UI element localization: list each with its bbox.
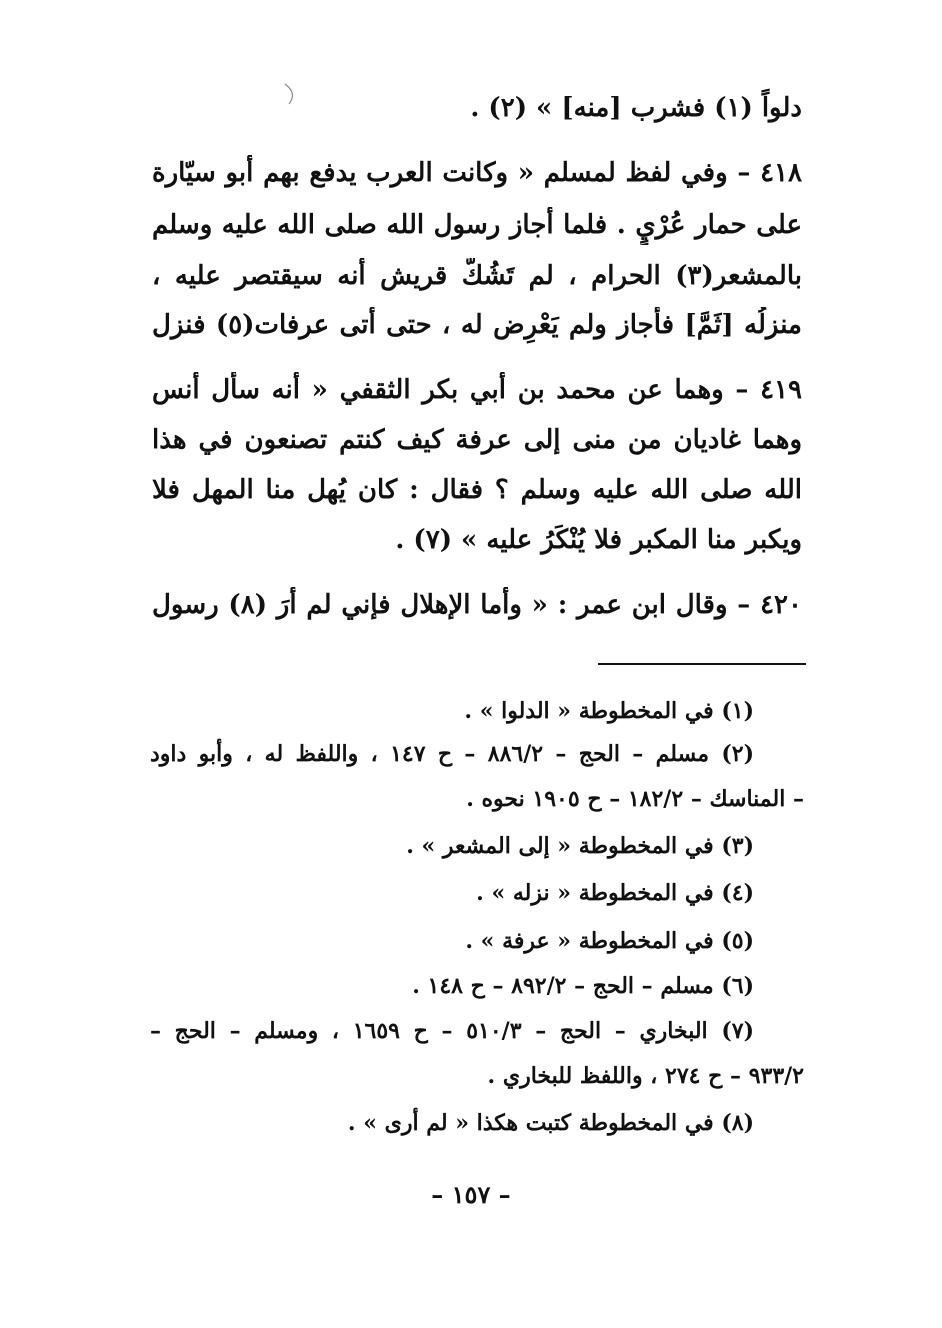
text-line: منزلُه [ثَمَّ] فأجاز ولم يَعْرِض له ، حتى أتى عرفات(٥) فنزل — [152, 310, 802, 340]
footnote-line: ٩٣٣/٢ – ح ٢٧٤ ، واللفظ للبخاري . — [487, 1063, 804, 1089]
footnote-line: (٥) في المخطوطة « عرفة » . — [465, 928, 754, 954]
text-line: بالمشعر(٣) الحرام ، لم تَشُكَّ قريش أنه سيقتصر عليه ، — [152, 261, 802, 291]
footnote-line: (٧) البخاري – الحج – ٥١٠/٣ – ح ١٦٥٩ ، ومسلم – الحج – — [150, 1018, 754, 1044]
text-line: وهما غاديان من منى إلى عرفة كيف كنتم تصنعون في هذا — [152, 425, 802, 455]
footnote-line: (٤) في المخطوطة « نزله » . — [476, 880, 754, 906]
text-line: دلواً (١) فشرب [منه] » (٢) . — [470, 93, 802, 123]
footnote-line: (٣) في المخطوطة « إلى المشعر » . — [406, 833, 754, 859]
stray-mark — [283, 82, 297, 106]
footnote-line: (١) في المخطوطة « الدلوا » . — [464, 698, 754, 724]
text-line: الله صلى الله عليه وسلم ؟ فقال : كان يُهل منا المهل فلا — [152, 475, 802, 505]
text-line: ويكبر منا المكبر فلا يُنْكَرُ عليه » (٧) . — [395, 525, 802, 555]
footnote-line: – المناسك – ١٨٢/٢ – ح ١٩٠٥ نحوه . — [466, 786, 804, 812]
text-line: ٤١٨ – وفي لفظ لمسلم « وكانت العرب يدفع بهم أبو سيّارة — [152, 158, 802, 188]
footnote-line: (٨) في المخطوطة كتبت هكذا « لم أرى » . — [347, 1110, 754, 1136]
footnote-line: (٦) مسلم – الحج – ٨٩٢/٢ – ح ١٤٨ . — [412, 973, 754, 999]
text-line: على حمار عُرْيٍ . فلما أجاز رسول الله صلى الله عليه وسلم — [152, 210, 802, 240]
text-line: ٤١٩ – وهما عن محمد بن أبي بكر الثقفي « أنه سأل أنس — [152, 375, 802, 405]
page-number: – ١٥٧ – — [431, 1180, 511, 1209]
text-line: ٤٢٠ – وقال ابن عمر : « وأما الإهلال فإني لم أرَ (٨) رسول — [152, 590, 802, 620]
footnote-line: (٢) مسلم – الحج – ٨٨٦/٢ – ح ١٤٧ ، واللفظ له ، وأبو داود — [150, 741, 754, 767]
footnote-separator — [598, 663, 806, 665]
